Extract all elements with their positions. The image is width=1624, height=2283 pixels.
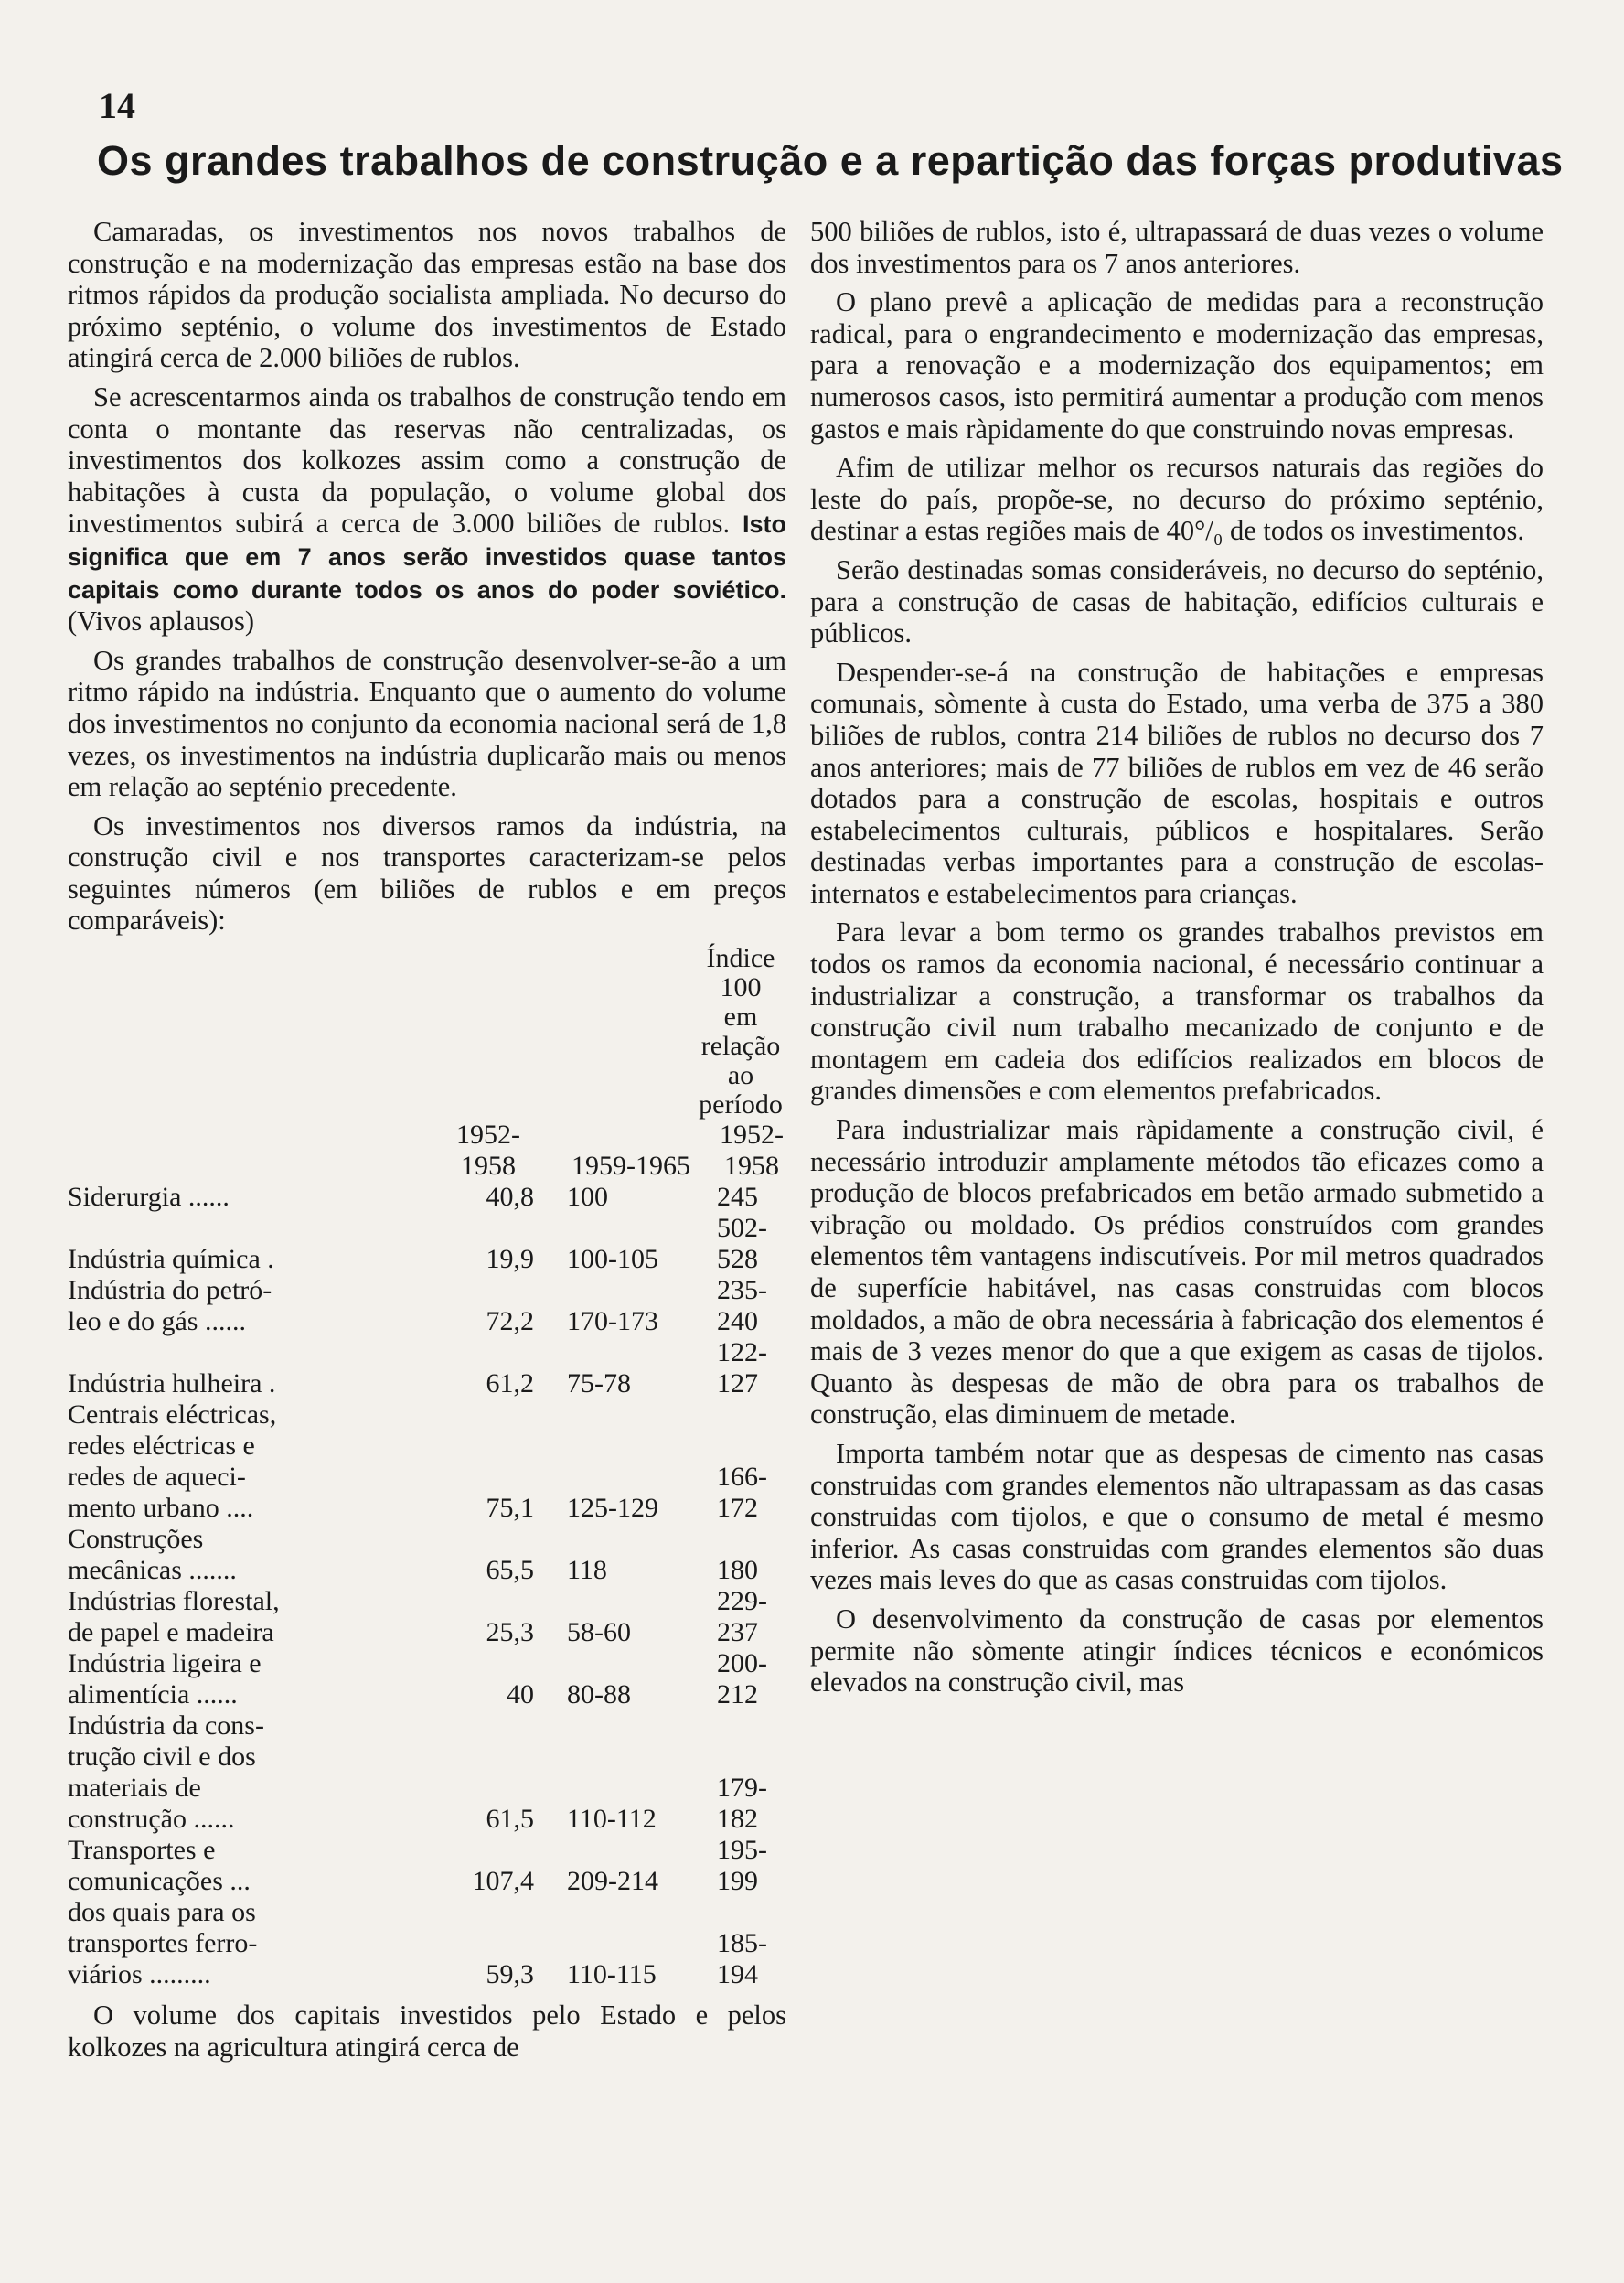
table-index-header [68, 944, 786, 1120]
table-row [68, 1648, 786, 1710]
index-value: 185-194 [717, 1928, 767, 1990]
applause-note: (Vivos aplausos) [68, 606, 255, 638]
value-1952-1958: 25,3 [486, 1617, 534, 1648]
paragraph: O desenvolvimento da construção de casas por elementos permite não sòmente atingir índices técnicos e económicos elevados na construção civil, mas [810, 1602, 1544, 1699]
row-label [68, 1399, 443, 1524]
row-label-line: trução civil e dos [68, 1742, 256, 1773]
column-header [68, 1120, 443, 1182]
value-1952-1958: 61,5 [486, 1804, 534, 1835]
value-1959-1965: 125-129 [567, 1493, 658, 1524]
row-label-line: redes eléctricas e [68, 1431, 255, 1462]
paragraph: Serão destinadas somas consideráveis, no decurso do septénio, para a construção de casas de habitação, edifícios culturais e públicos. [810, 553, 1544, 649]
paragraph: Os grandes trabalhos de construção desenvolver-se-ão a um ritmo rápido na indústria. Enquanto que o aumento do volume dos investimentos no conjunto da economia nacional será de 1,8 vezes, os investimentos na indústria duplicarão mais ou menos em relação ao septénio precedente. [68, 644, 786, 803]
table-row [68, 1213, 786, 1275]
paragraph: O volume dos capitais investidos pelo Estado e pelos kolkozes na agricultura atingirá cerca de [68, 1999, 786, 2063]
index-value: 180 [717, 1555, 758, 1586]
value-1959-1965: 110-112 [567, 1804, 657, 1835]
index-value: 179-182 [717, 1773, 767, 1835]
value-1952-1958: 40 [507, 1679, 534, 1710]
row-label-line: Siderurgia ...... [68, 1182, 230, 1213]
row-label-line: Transportes e [68, 1835, 216, 1866]
table-row [68, 1710, 786, 1835]
row-label-line: de papel e madeira [68, 1617, 274, 1648]
column-header: 1959-1965 [572, 1151, 690, 1182]
paragraph: Despender-se-á na construção de habitações e empresas comunais, sòmente à custa do Estado, uma verba de 375 a 380 biliões de rublos, contra 214 biliões de rublos no decurso dos 7 anos anteriores; mais de 77 biliões de rublos em vez de 46 serão dotados para a construção de escolas, hospitais e outros estabelecimentos culturais, públicos e hospitalares. Serão destinadas verbas importantes para a construção de escolas-internatos e estabelecimentos para crianças. [810, 656, 1544, 909]
index-value: 245 [717, 1182, 758, 1213]
row-label-line: dos quais para os [68, 1897, 256, 1928]
value-1952-1958: 61,2 [486, 1368, 534, 1399]
page-heading: Os grandes trabalhos de construção e a repartição das forças produtivas [97, 137, 1564, 184]
value-1952-1958: 65,5 [486, 1555, 534, 1586]
left-column [68, 216, 786, 2070]
value-1959-1965: 100-105 [567, 1244, 658, 1275]
row-label [68, 1586, 443, 1648]
index-value: 122-127 [717, 1337, 767, 1399]
value-1959-1965: 170-173 [567, 1306, 658, 1337]
index-value: 235-240 [717, 1275, 767, 1337]
row-label-line: transportes ferro- [68, 1928, 258, 1959]
column-header: 1952-1958 [456, 1120, 520, 1182]
row-label-line: Indústria da cons- [68, 1710, 264, 1742]
table-row [68, 1835, 786, 1897]
index-value: 200-212 [717, 1648, 767, 1710]
table-header-row [68, 1120, 786, 1182]
value-1959-1965: 118 [567, 1555, 607, 1586]
index-value: 166-172 [717, 1462, 767, 1524]
row-label-line: Indústria química . [68, 1244, 274, 1275]
row-label-line: mecânicas ....... [68, 1555, 237, 1586]
paragraph: Afim de utilizar melhor os recursos naturais das regiões do leste do país, propõe-se, no decurso do próximo septénio, destinar a estas regiões mais de 40°/₀ de todos os investimentos. [810, 452, 1544, 547]
row-label-line: comunicações ... [68, 1866, 251, 1897]
row-label [68, 1648, 443, 1710]
table-row [68, 1399, 786, 1524]
index-value: 502-528 [717, 1213, 767, 1275]
row-label-line: mento urbano .... [68, 1493, 254, 1524]
value-1959-1965: 75-78 [567, 1368, 631, 1399]
index-value: 195-199 [717, 1835, 767, 1897]
row-label [68, 1835, 443, 1897]
value-1959-1965: 110-115 [567, 1959, 657, 1990]
row-label-line: Centrais eléctricas, [68, 1399, 277, 1431]
table-row [68, 1275, 786, 1337]
row-label-line: construção ...... [68, 1804, 235, 1835]
value-1959-1965: 209-214 [567, 1866, 658, 1897]
paragraph [68, 381, 786, 638]
table-row [68, 1586, 786, 1648]
row-label-line: Indústria ligeira e [68, 1648, 262, 1679]
value-1952-1958: 40,8 [486, 1182, 534, 1213]
row-label-line: redes de aqueci- [68, 1462, 246, 1493]
paragraph-text: Se acrescentarmos ainda os trabalhos de construção tendo em conta o montante das reservas não centralizadas, os investimentos dos kolkozes assim como a construção de habitações à custa da população, o volume global dos investimentos subirá a cerca de 3.000 biliões de rublos. [68, 380, 786, 540]
value-1952-1958: 19,9 [486, 1244, 534, 1275]
value-1959-1965: 100 [567, 1182, 608, 1213]
paragraph: Para industrializar mais ràpidamente a construção civil, é necessário introduzir amplamente métodos tão eficazes como a produção de blocos prefabricados em betão armado submetido a vibração ou moldado. Os prédios construídos com grandes elementos têm vantagens indiscutíveis. Por mil metros quadrados de superfície habitável, nas casas construidas com blocos moldados, a mão de obra necessária à fabricação dos elementos é mais de 3 vezes menor do que a que exigem as casas de tijolos. Quanto às despesas de mão de obra para os trabalhos de construção, elas diminuem de metade. [810, 1114, 1544, 1431]
row-label-line: Indústria hulheira . [68, 1368, 276, 1399]
row-label-line: viários ......... [68, 1959, 211, 1990]
value-1952-1958: 75,1 [486, 1493, 534, 1524]
paragraph: Para levar a bom termo os grandes trabalhos previstos em todos os ramos da economia nacional, é necessário continuar a industrializar a construção, a transformar os trabalhos da construção civil num trabalho mecanizado de conjunto e de montagem em cadeia dos edifícios realizados em blocos de grandes dimensões e com elementos prefabricados. [810, 916, 1544, 1107]
table-row [68, 1337, 786, 1399]
row-label [68, 1337, 443, 1399]
index-header-line: Índice 100 [706, 943, 775, 1003]
emphasis-text: Isto significa que em 7 anos serão investidos quase tantos capitais como durante todos os anos do poder soviético. [68, 510, 787, 604]
page-number: 14 [99, 85, 135, 126]
row-label [68, 1275, 443, 1337]
index-value: 229-237 [717, 1586, 767, 1648]
table-row [68, 1182, 786, 1213]
row-label [68, 1524, 443, 1586]
table-row [68, 1897, 786, 1990]
paragraph: Camaradas, os investimentos nos novos trabalhos de construção e na modernização das empresas estão na base dos ritmos rápidos da produção socialista ampliada. No decurso do próximo septénio, o volume dos investimentos de Estado atingirá cerca de 2.000 biliões de rublos. [68, 216, 786, 374]
row-label [68, 1182, 443, 1213]
paragraph: Os investimentos nos diversos ramos da indústria, na construção civil e nos transportes caracterizam-se pelos seguintes números (em biliões de rublos e em preços comparáveis): [68, 809, 786, 937]
investment-table [68, 944, 786, 1990]
row-label [68, 1213, 443, 1275]
index-header-line: em relação [700, 1002, 781, 1062]
value-1952-1958: 107,4 [472, 1866, 534, 1897]
value-1959-1965: 58-60 [567, 1617, 631, 1648]
row-label-line: Construções [68, 1524, 204, 1555]
index-header-line: ao período [699, 1060, 783, 1120]
row-label-line: materiais de [68, 1773, 201, 1804]
row-label [68, 1710, 443, 1835]
paragraph: Importa também notar que as despesas de cimento nas casas construidas com grandes elementos não ultrapassam as das casas construidas com tijolos, e que o consumo de metal é mesmo inferior. As casas construidas com grandes elementos são duas vezes mais leves do que as casas construidas com tijolos. [810, 1437, 1544, 1596]
row-label [68, 1897, 443, 1990]
index-header [695, 944, 786, 1120]
table-row [68, 1524, 786, 1586]
paragraph: 500 biliões de rublos, isto é, ultrapassará de duas vezes o volume dos investimentos para os 7 anos anteriores. [810, 216, 1544, 279]
row-label-line: leo e do gás ...... [68, 1306, 246, 1337]
value-1952-1958: 59,3 [486, 1959, 534, 1990]
right-column [810, 216, 1544, 1706]
row-label-line: Indústria do petró- [68, 1275, 272, 1306]
value-1959-1965: 80-88 [567, 1679, 631, 1710]
row-label-line: Indústrias florestal, [68, 1586, 280, 1617]
value-1952-1958: 72,2 [486, 1306, 534, 1337]
column-header: 1952-1958 [720, 1120, 784, 1182]
paragraph: O plano prevê a aplicação de medidas para a reconstrução radical, para o engrandecimento e modernização das empresas, para a renovação e a modernização dos equipamentos; em numerosos casos, isto permitirá aumentar a produção com menos gastos e mais ràpidamente do que construindo novas empresas. [810, 286, 1544, 445]
row-label-line: alimentícia ...... [68, 1679, 238, 1710]
